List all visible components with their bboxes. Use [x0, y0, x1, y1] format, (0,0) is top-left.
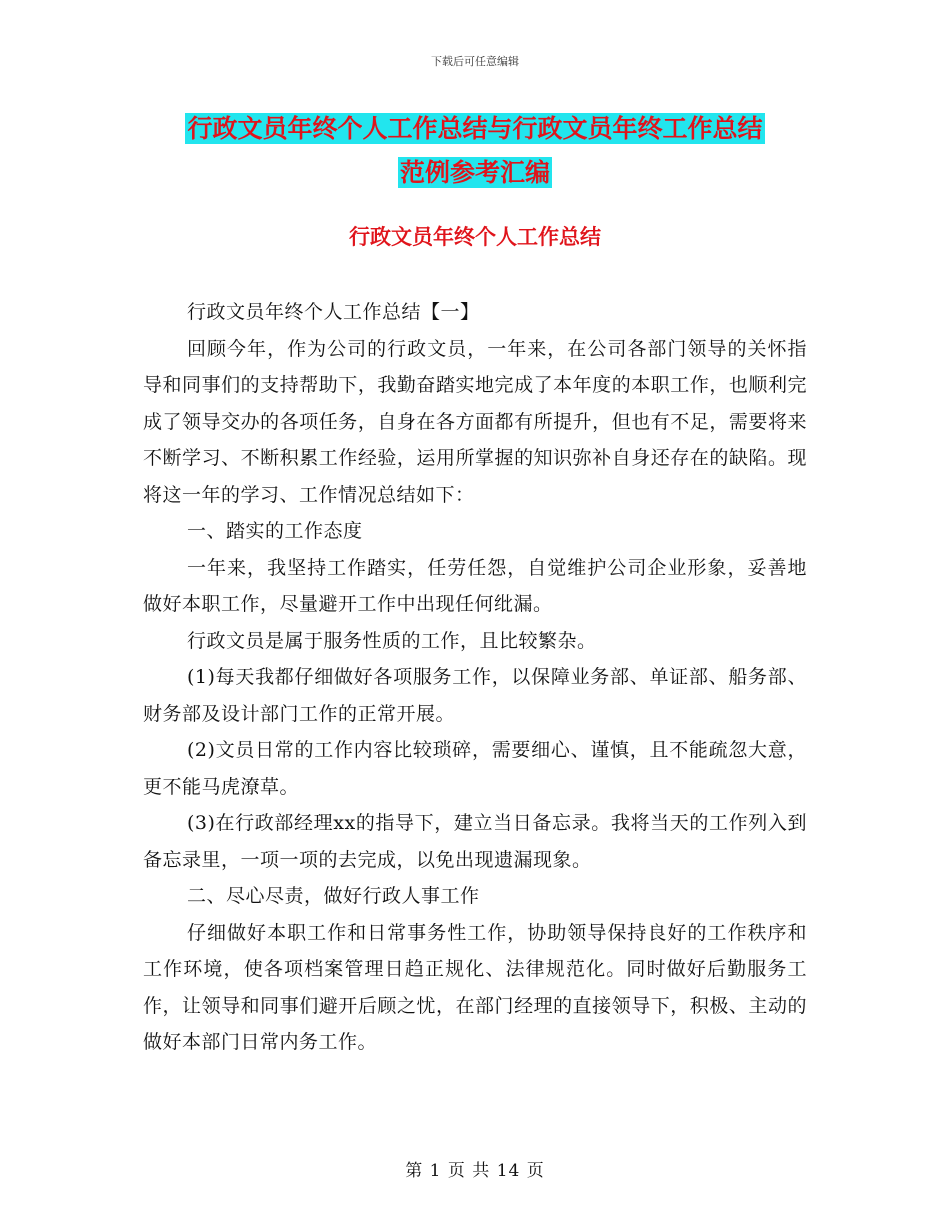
paragraph-heading: 行政文员年终个人工作总结【一】	[187, 301, 480, 323]
paragraph-subheading: 二、尽心尽责，做好行政人事工作	[187, 885, 480, 907]
document-title-line-2: 范例参考汇编	[399, 158, 550, 187]
header-note: 下载后可任意编辑	[431, 55, 519, 68]
body-text	[143, 294, 807, 1061]
paragraph-subheading: 一、踏实的工作态度	[187, 520, 363, 542]
section-title: 行政文员年终个人工作总结	[349, 225, 601, 249]
paragraph: (3)在行政部经理xx的指导下，建立当日备忘录。我将当天的工作列入到备忘录里，一项一项的去完成，以免出现遗漏现象。	[143, 812, 807, 871]
document-title-line-1: 行政文员年终个人工作总结与行政文员年终工作总结	[187, 114, 763, 143]
paragraph: 一年来，我坚持工作踏实，任劳任怨，自觉维护公司企业形象，妥善地做好本职工作，尽量避开工作中出现任何纰漏。	[143, 556, 807, 615]
paragraph: 仔细做好本职工作和日常事务性工作，协助领导保持良好的工作秩序和工作环境，使各项档案管理日趋正规化、法律规范化。同时做好后勤服务工作，让领导和同事们避开后顾之忧，在部门经理的直接领导下，积极、主动的做好本部门日常内务工作。	[143, 921, 807, 1053]
page-footer: 第 1 页 共 14 页	[405, 1161, 545, 1181]
paragraph: (2)文员日常的工作内容比较琐碎，需要细心、谨慎，且不能疏忽大意，更不能马虎潦草。	[143, 739, 807, 798]
paragraph: (1)每天我都仔细做好各项服务工作，以保障业务部、单证部、船务部、财务部及设计部门工作的正常开展。	[143, 666, 807, 725]
paragraph: 行政文员是属于服务性质的工作，且比较繁杂。	[187, 629, 597, 652]
paragraph: 回顾今年，作为公司的行政文员，一年来，在公司各部门领导的关怀指导和同事们的支持帮助下，我勤奋踏实地完成了本年度的本职工作，也顺利完成了领导交办的各项任务，自身在各方面都有所提升，但也有不足，需要将来不断学习、不断积累工作经验，运用所掌握的知识弥补自身还存在的缺陷。现将这一年的学习、工作情况总结如下：	[143, 337, 807, 506]
